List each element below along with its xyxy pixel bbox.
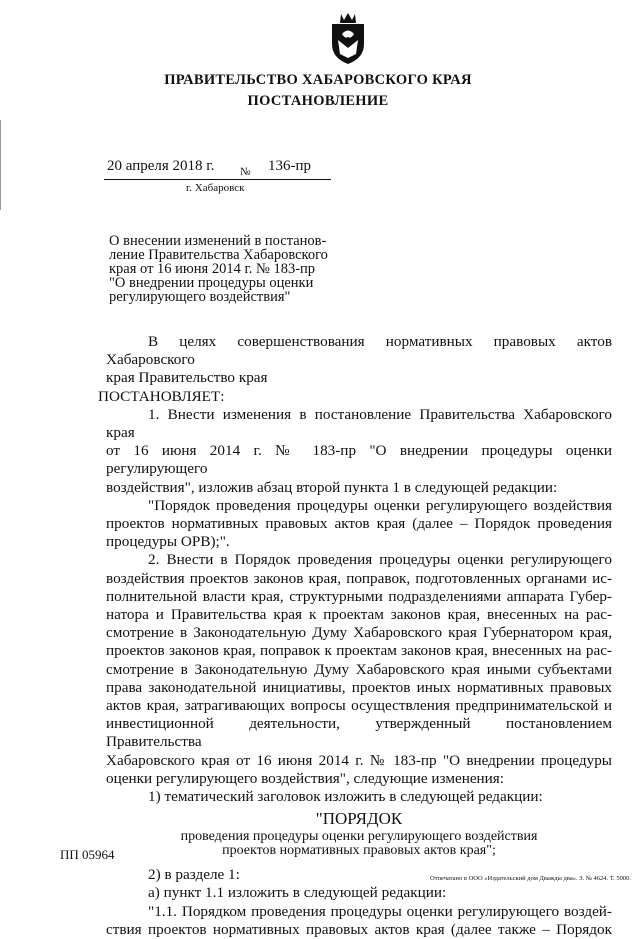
body-line: "Порядок проведения процедуры оценки регулирующего воздействия <box>148 496 612 514</box>
body-line: инвестиционной деятельности, утвержденный постановлением Правительства <box>106 715 612 751</box>
body-line: оценки регулирующего воздействия", следующие изменения: <box>106 769 505 787</box>
document-date: 20 апреля 2018 г. <box>107 158 215 174</box>
body-line: воздействия проектов законов края, поправок, подготовленных органами ис- <box>106 569 612 587</box>
body-line: натора и Правительства края к проектам законов края, внесенных на рас- <box>106 606 612 624</box>
body-line-postanovlyaet: ПОСТАНОВЛЯЕТ: <box>98 387 225 405</box>
body-heading-line: проведения процедуры оценки регулирующего воздействия <box>180 829 538 845</box>
subject-line: края от 16 июня 2014 г. № 183-пр <box>109 261 316 277</box>
body-line: права законодательной инициативы, проектов иных нормативных правовых <box>106 678 612 696</box>
document-type: ПОСТАНОВЛЕНИЕ <box>247 93 389 109</box>
body-heading-poryadok: "ПОРЯДОК <box>315 809 403 829</box>
city: г. Хабаровск <box>186 182 245 194</box>
coat-of-arms-icon <box>326 10 370 66</box>
print-footer: Отпечатано в ООО «Издательский дом Дважды два». З. № 4624. Т. 5000. <box>430 875 631 882</box>
number-sign: № <box>240 166 251 178</box>
subject-line: регулирующего воздействия" <box>109 289 291 305</box>
body-line: "1.1. Порядком проведения процедуры оценки регулирующего воздей- <box>148 902 612 920</box>
body-line: Хабаровского края от 16 июня 2014 г. № 183-пр "О внедрении процедуры <box>106 751 612 769</box>
document-number: 136-пр <box>268 158 312 174</box>
body-line: смотрение в Законодательную Думу Хабаровского края иными субъектами <box>106 660 612 678</box>
body-line: актов края, затрагивающих вопросы осуществления предпринимательской и <box>106 697 612 715</box>
subject-line: О внесении изменений в постанов- <box>109 233 327 249</box>
body-line: полнительной власти края, структурными подразделениями аппарата Губер- <box>106 587 612 605</box>
body-line: от 16 июня 2014 г. № 183-пр "О внедрении процедуры оценки регулирующего <box>106 442 612 478</box>
body-heading-line: проектов нормативных правовых актов края"; <box>222 843 496 859</box>
subject-line: ление Правительства Хабаровского <box>109 247 328 263</box>
body-line: 1) тематический заголовок изложить в следующей редакции: <box>148 788 543 806</box>
government-name: ПРАВИТЕЛЬСТВО ХАБАРОВСКОГО КРАЯ <box>164 72 472 88</box>
date-number-underline <box>104 179 331 180</box>
body-line: края Правительство края <box>106 369 268 387</box>
document-body <box>98 333 612 939</box>
page-code: ПП 05964 <box>60 847 115 862</box>
body-line: проектов нормативных правовых актов края (далее – Порядок проведения <box>106 515 612 533</box>
body-line: 2) в разделе 1: <box>148 866 240 884</box>
subject-line: "О внедрении процедуры оценки <box>109 275 314 291</box>
body-line: проектов законов края, поправок к проектам законов края, внесенных на рас- <box>106 642 612 660</box>
body-line: В целях совершенствования нормативных правовых актов Хабаровского <box>106 333 612 369</box>
scan-edge-mark <box>0 120 1 210</box>
body-line: воздействия", изложив абзац второй пункта 1 в следующей редакции: <box>106 478 558 496</box>
body-line: смотрение в Законодательную Думу Хабаровского края Губернатором края, <box>106 624 612 642</box>
body-line: процедуры ОРВ);". <box>106 533 230 551</box>
body-line: ствия проектов нормативных правовых актов края (далее также – Порядок <box>106 920 612 938</box>
document-subject <box>109 234 341 304</box>
body-line: а) пункт 1.1 изложить в следующей редакции: <box>148 884 447 902</box>
body-line: 2. Внести в Порядок проведения процедуры оценки регулирующего <box>148 551 612 569</box>
body-line: 1. Внести изменения в постановление Правительства Хабаровского края <box>106 405 612 442</box>
